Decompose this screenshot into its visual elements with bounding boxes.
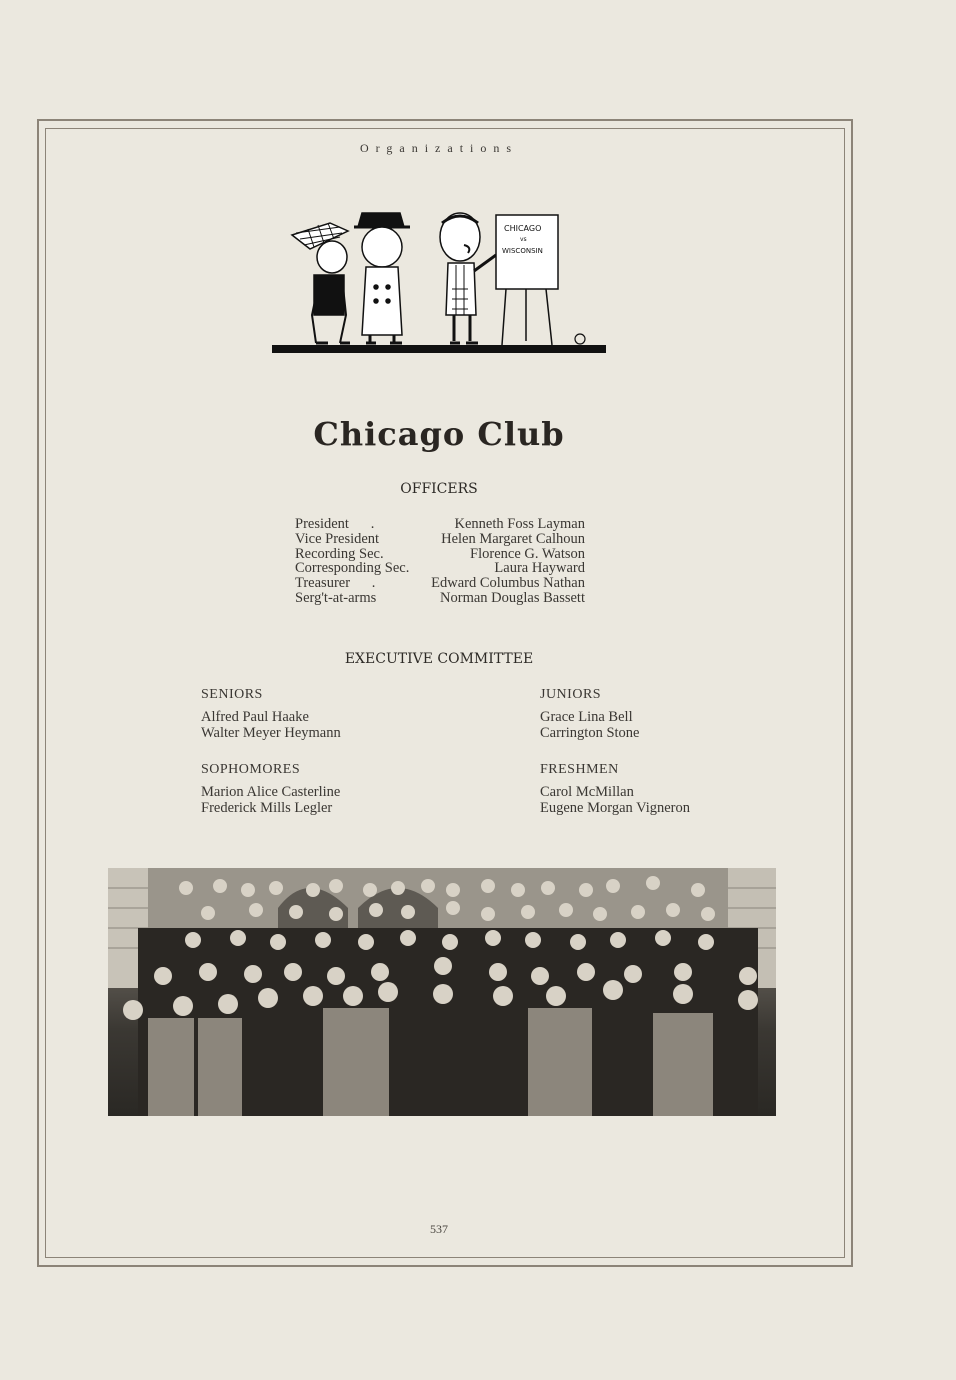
committee-member: Alfred Paul Haake xyxy=(201,709,309,725)
officer-row xyxy=(295,547,585,562)
executive-committee-heading: EXECUTIVE COMMITTEE xyxy=(344,651,534,667)
officer-name: Florence G. Watson xyxy=(470,545,585,562)
officers-heading: OFFICERS xyxy=(400,481,478,497)
sign-text-line-3: WISCONSIN xyxy=(502,247,543,255)
officer-name: Helen Margaret Calhoun xyxy=(441,530,585,547)
officer-row xyxy=(295,561,585,576)
seniors-label: SENIORS xyxy=(201,687,263,702)
sophomores-label: SOPHOMORES xyxy=(201,762,301,777)
cartoon-figure-cap xyxy=(292,223,350,343)
committee-member: Marion Alice Casterline xyxy=(201,784,341,800)
committee-member: Grace Lina Bell xyxy=(540,709,633,725)
officers-list xyxy=(295,517,585,606)
committee-member: Eugene Morgan Vigneron xyxy=(540,800,691,816)
officer-name: Laura Hayward xyxy=(494,560,585,577)
officer-role: Vice President xyxy=(295,530,380,547)
committee-member: Carrington Stone xyxy=(540,725,640,741)
officer-role: Recording Sec. xyxy=(295,545,384,562)
page-number: 537 xyxy=(430,1222,448,1236)
sophomores-block xyxy=(201,762,340,816)
section-header: Organizations xyxy=(359,141,519,155)
sign-text-line-1: CHICAGO xyxy=(504,224,542,233)
cartoon-figure-hat xyxy=(354,213,410,343)
officer-name: Norman Douglas Bassett xyxy=(440,589,585,606)
officer-name: Kenneth Foss Layman xyxy=(454,516,585,532)
officer-role: Serg't-at-arms xyxy=(295,589,377,606)
officer-row xyxy=(295,576,585,591)
officer-role: President . xyxy=(295,516,375,532)
juniors-label: JUNIORS xyxy=(540,687,602,702)
officer-row xyxy=(295,532,585,547)
officer-role: Corresponding Sec. xyxy=(295,560,410,577)
officer-name: Edward Columbus Nathan xyxy=(431,575,585,592)
club-title: Chicago Club xyxy=(313,415,565,453)
easel-board xyxy=(496,215,558,345)
committee-member: Frederick Mills Legler xyxy=(201,800,333,816)
officer-role: Treasurer . xyxy=(295,575,376,592)
officer-row xyxy=(295,591,585,606)
cartoon-figure-writer xyxy=(440,213,496,343)
artist-monogram-icon xyxy=(575,334,585,344)
cartoon-illustration xyxy=(270,205,610,360)
seniors-block xyxy=(201,687,341,741)
group-photograph xyxy=(108,868,776,1116)
freshmen-block xyxy=(540,762,690,816)
committee-member: Carol McMillan xyxy=(540,784,634,800)
freshmen-label: FRESHMEN xyxy=(540,762,619,777)
officer-row xyxy=(295,517,585,532)
sign-text-line-2: vs xyxy=(520,236,527,243)
committee-member: Walter Meyer Heymann xyxy=(201,725,341,741)
juniors-block xyxy=(540,687,639,741)
